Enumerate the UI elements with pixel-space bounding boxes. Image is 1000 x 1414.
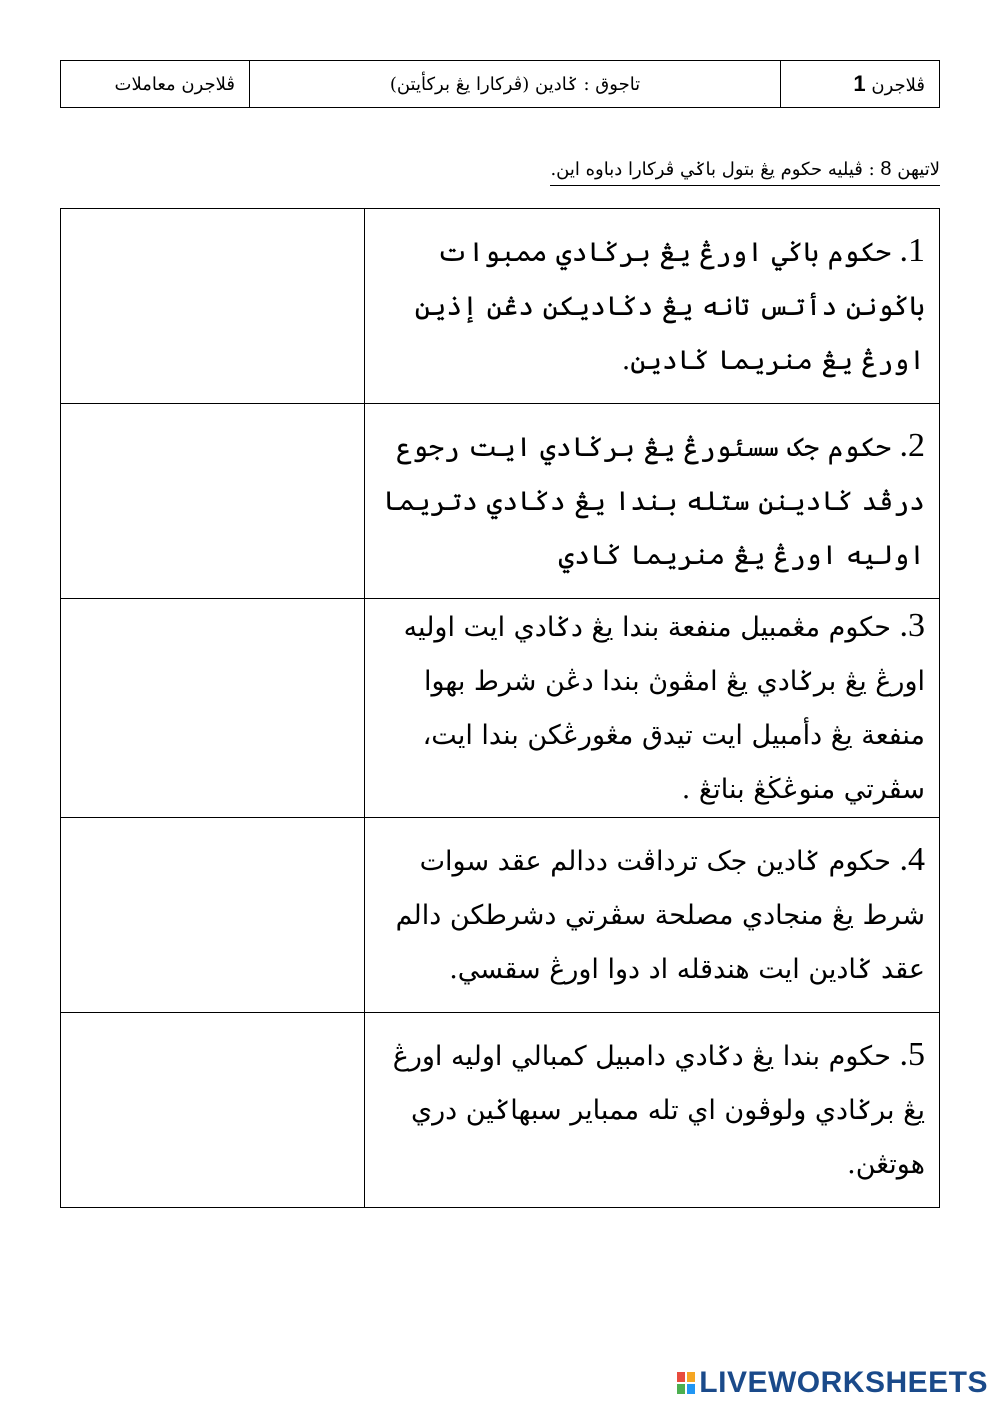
question-body: حکوم جک سسئورڠ يڠ برݢادي ايت رجوع درڤد ݢادينن ستله بندا يڠ دݢادي دتريما اوليه اورڠ يڠ منريما ݢادي [383, 432, 925, 571]
question-row [61, 404, 940, 599]
question-row [61, 209, 940, 404]
exercise-number: 8 [880, 158, 892, 180]
lesson-label: ڤلاجرن [871, 75, 925, 96]
question-body: حکوم باݢي اورڠ يڠ برݢادي ممبوات باݢونن دأتس تانه يڠ دݢاديکن دڠن إذين اورڠ يڠ منريما ݢادين. [414, 237, 925, 376]
lesson-number: 1 [853, 71, 866, 96]
logo-square [677, 1372, 685, 1382]
header-table [60, 60, 940, 108]
question-text [365, 599, 940, 818]
logo-square [677, 1384, 685, 1394]
question-body: حکوم ݢادين جک ترداڤت ددالم عقد سوات شرط يڠ منجادي مصلحة سڤرتي دشرطکن دالم عقد ݢادين ايت هندقله اد دوا اورڠ سقسي. [395, 846, 925, 985]
instruction-prefix: لاتيهن [897, 159, 940, 180]
question-row [61, 1013, 940, 1208]
question-text [365, 818, 940, 1013]
question-table [60, 208, 940, 1208]
exercise-instruction [550, 158, 940, 186]
question-row [61, 818, 940, 1013]
lesson-cell [781, 61, 940, 108]
question-number: 1. [899, 232, 925, 269]
question-body: حکوم بندا يڠ دݢادي دامبيل کمبالي اوليه اورڠ يڠ برݢادي ولوڤون اي تله ممباير سبهاݢين دري هوتڠن. [392, 1041, 925, 1180]
subject-cell: ڤلاجرن معاملات [61, 61, 250, 108]
answer-box[interactable] [61, 404, 365, 599]
question-body: حکوم مڠمبيل منفعة بندا يڠ دݢادي ايت اوليه اورڠ يڠ برݢادي يڠ امڤوڽ بندا دڠن شرط بهوا منفعة يڠ دأمبيل ايت تيدق مڠورڠکن بندا ايت، سڤرتي منوڠڬڠ بناتڠ . [403, 612, 925, 805]
liveworksheets-logo[interactable] [677, 1366, 988, 1400]
question-text [365, 404, 940, 599]
question-row [61, 599, 940, 818]
question-number: 3. [899, 607, 925, 644]
brand-text: LIVEWORKSHEETS [699, 1366, 988, 1399]
topic-cell: تاجوق : ݢادين (ڤركارا يڠ برکأيتن) [250, 61, 781, 108]
logo-square [687, 1372, 695, 1382]
logo-icon [677, 1372, 695, 1394]
answer-box[interactable] [61, 209, 365, 404]
question-number: 4. [899, 841, 925, 878]
answer-box[interactable] [61, 1013, 365, 1208]
question-text [365, 209, 940, 404]
logo-square [687, 1384, 695, 1394]
question-text [365, 1013, 940, 1208]
instruction-text: : ڤيليه حکوم يڠ بتول باݢي ڤركارا دباوه اين. [550, 159, 875, 180]
question-number: 2. [899, 427, 925, 464]
answer-box[interactable] [61, 599, 365, 818]
question-number: 5. [899, 1036, 925, 1073]
answer-box[interactable] [61, 818, 365, 1013]
